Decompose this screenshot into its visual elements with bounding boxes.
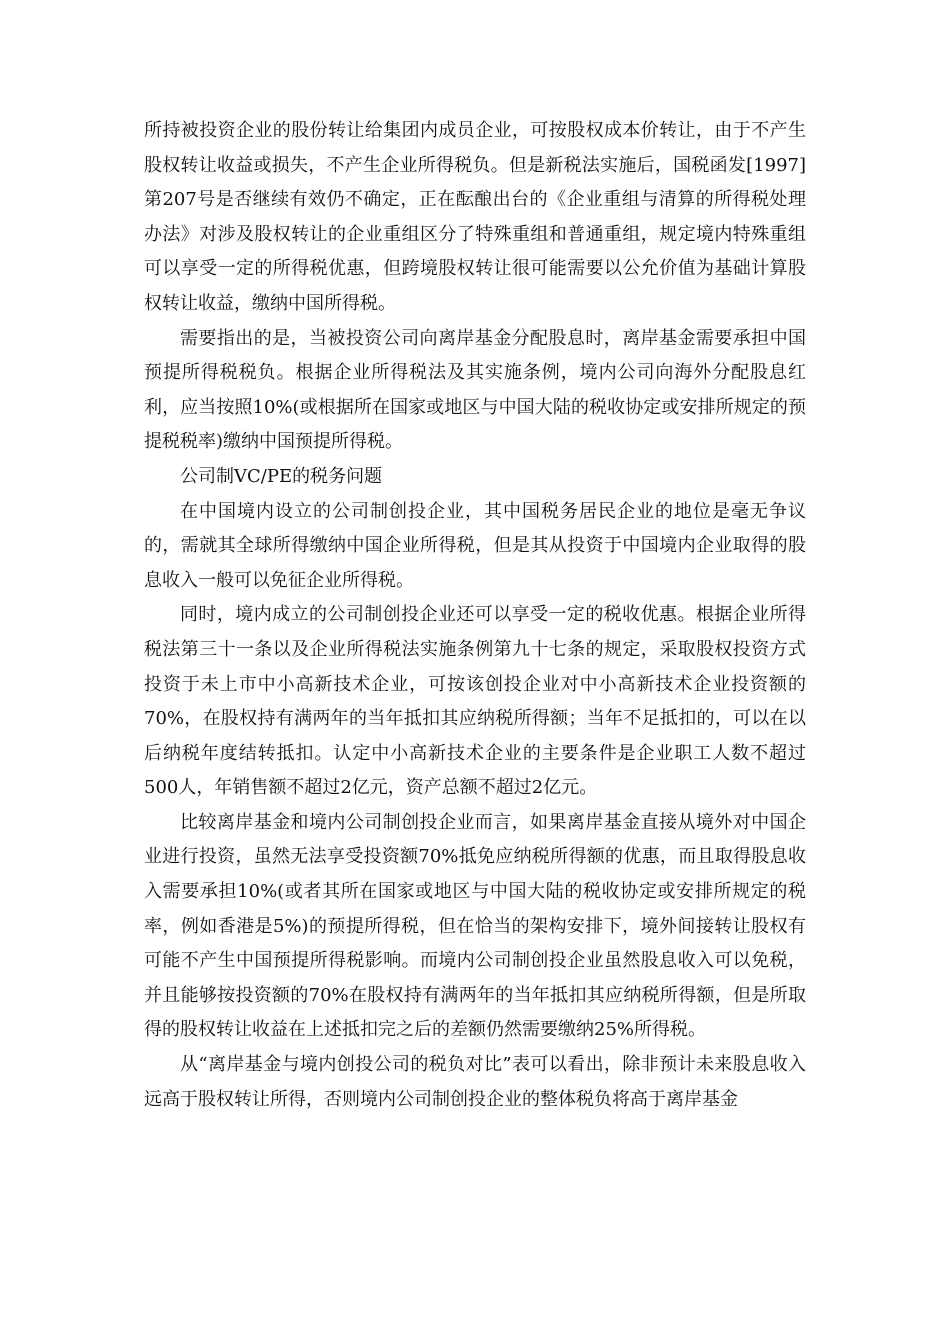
section-heading-corporate-vcpe: 公司制VC/PE的税务问题 [180, 465, 383, 487]
paragraph-comparison: 比较离岸基金和境内公司制创投企业而言，如果离岸基金直接从境外对中国企业进行投资，虽然无法享受投资额70%抵免应纳税所得额的优惠，而且取得股息收入需要承担10%(或者其所在国家或地区与中国大陆的税收协定或安排所规定的税率，例如香港是5%)的预提所得税，但在恰当的架构安排下，境外间接转让股权有可能不产生中国预提所得税影响。而境内公司制创投企业虽然股息收入可以免税，并且能够按投资额的70%在股权持有满两年的当年抵扣其应纳税所得额，但是所取得的股权转让收益在上述抵扣完之后的差额仍然需要缴纳25%所得税。 [144, 811, 806, 1041]
paragraph-table-reference: 从“离岸基金与境内创投公司的税负对比”表可以看出，除非预计未来股息收入远高于股权转让所得，否则境内公司制创投企业的整体税负将高于离岸基金 [144, 1054, 806, 1110]
paragraph-tax-incentives: 同时，境内成立的公司制创投企业还可以享受一定的税收优惠。根据企业所得税法第三十一条以及企业所得税法实施条例第九十七条的规定，采取股权投资方式投资于未上市中小高新技术企业，可按该创投企业对中小高新技术企业投资额的70%，在股权持有满两年的当年抵扣其应纳税所得额；当年不足抵扣的，可以在以后纳税年度结转抵扣。认定中小高新技术企业的主要条件是企业职工人数不超过500人，年销售额不超过2亿元，资产总额不超过2亿元。 [144, 604, 806, 799]
paragraph-share-transfer: 所持被投资企业的股份转让给集团内成员企业，可按股权成本价转让，由于不产生股权转让收益或损失，不产生企业所得税负。但是新税法实施后，国税函发[1997]第207号是否继续有效仍不确定，正在酝酿出台的《企业重组与清算的所得税处理办法》对涉及股权转让的企业重组区分了特殊重组和普通重组，规定境内特殊重组可以享受一定的所得税优惠，但跨境股权转让很可能需要以公允价值为基础计算股权转让收益，缴纳中国所得税。 [144, 120, 806, 314]
paragraph-resident-enterprise: 在中国境内设立的公司制创投企业，其中国税务居民企业的地位是毫无争议的，需就其全球所得缴纳中国企业所得税，但是其从投资于中国境内企业取得的股息收入一般可以免征企业所得税。 [144, 500, 806, 591]
document-body [144, 114, 806, 1117]
paragraph-withholding-tax: 需要指出的是，当被投资公司向离岸基金分配股息时，离岸基金需要承担中国预提所得税税负。根据企业所得税法及其实施条例，境内公司向海外分配股息红利，应当按照10%(或根据所在国家或地区与中国大陆的税收协定或安排所规定的预提税税率)缴纳中国预提所得税。 [144, 327, 806, 453]
